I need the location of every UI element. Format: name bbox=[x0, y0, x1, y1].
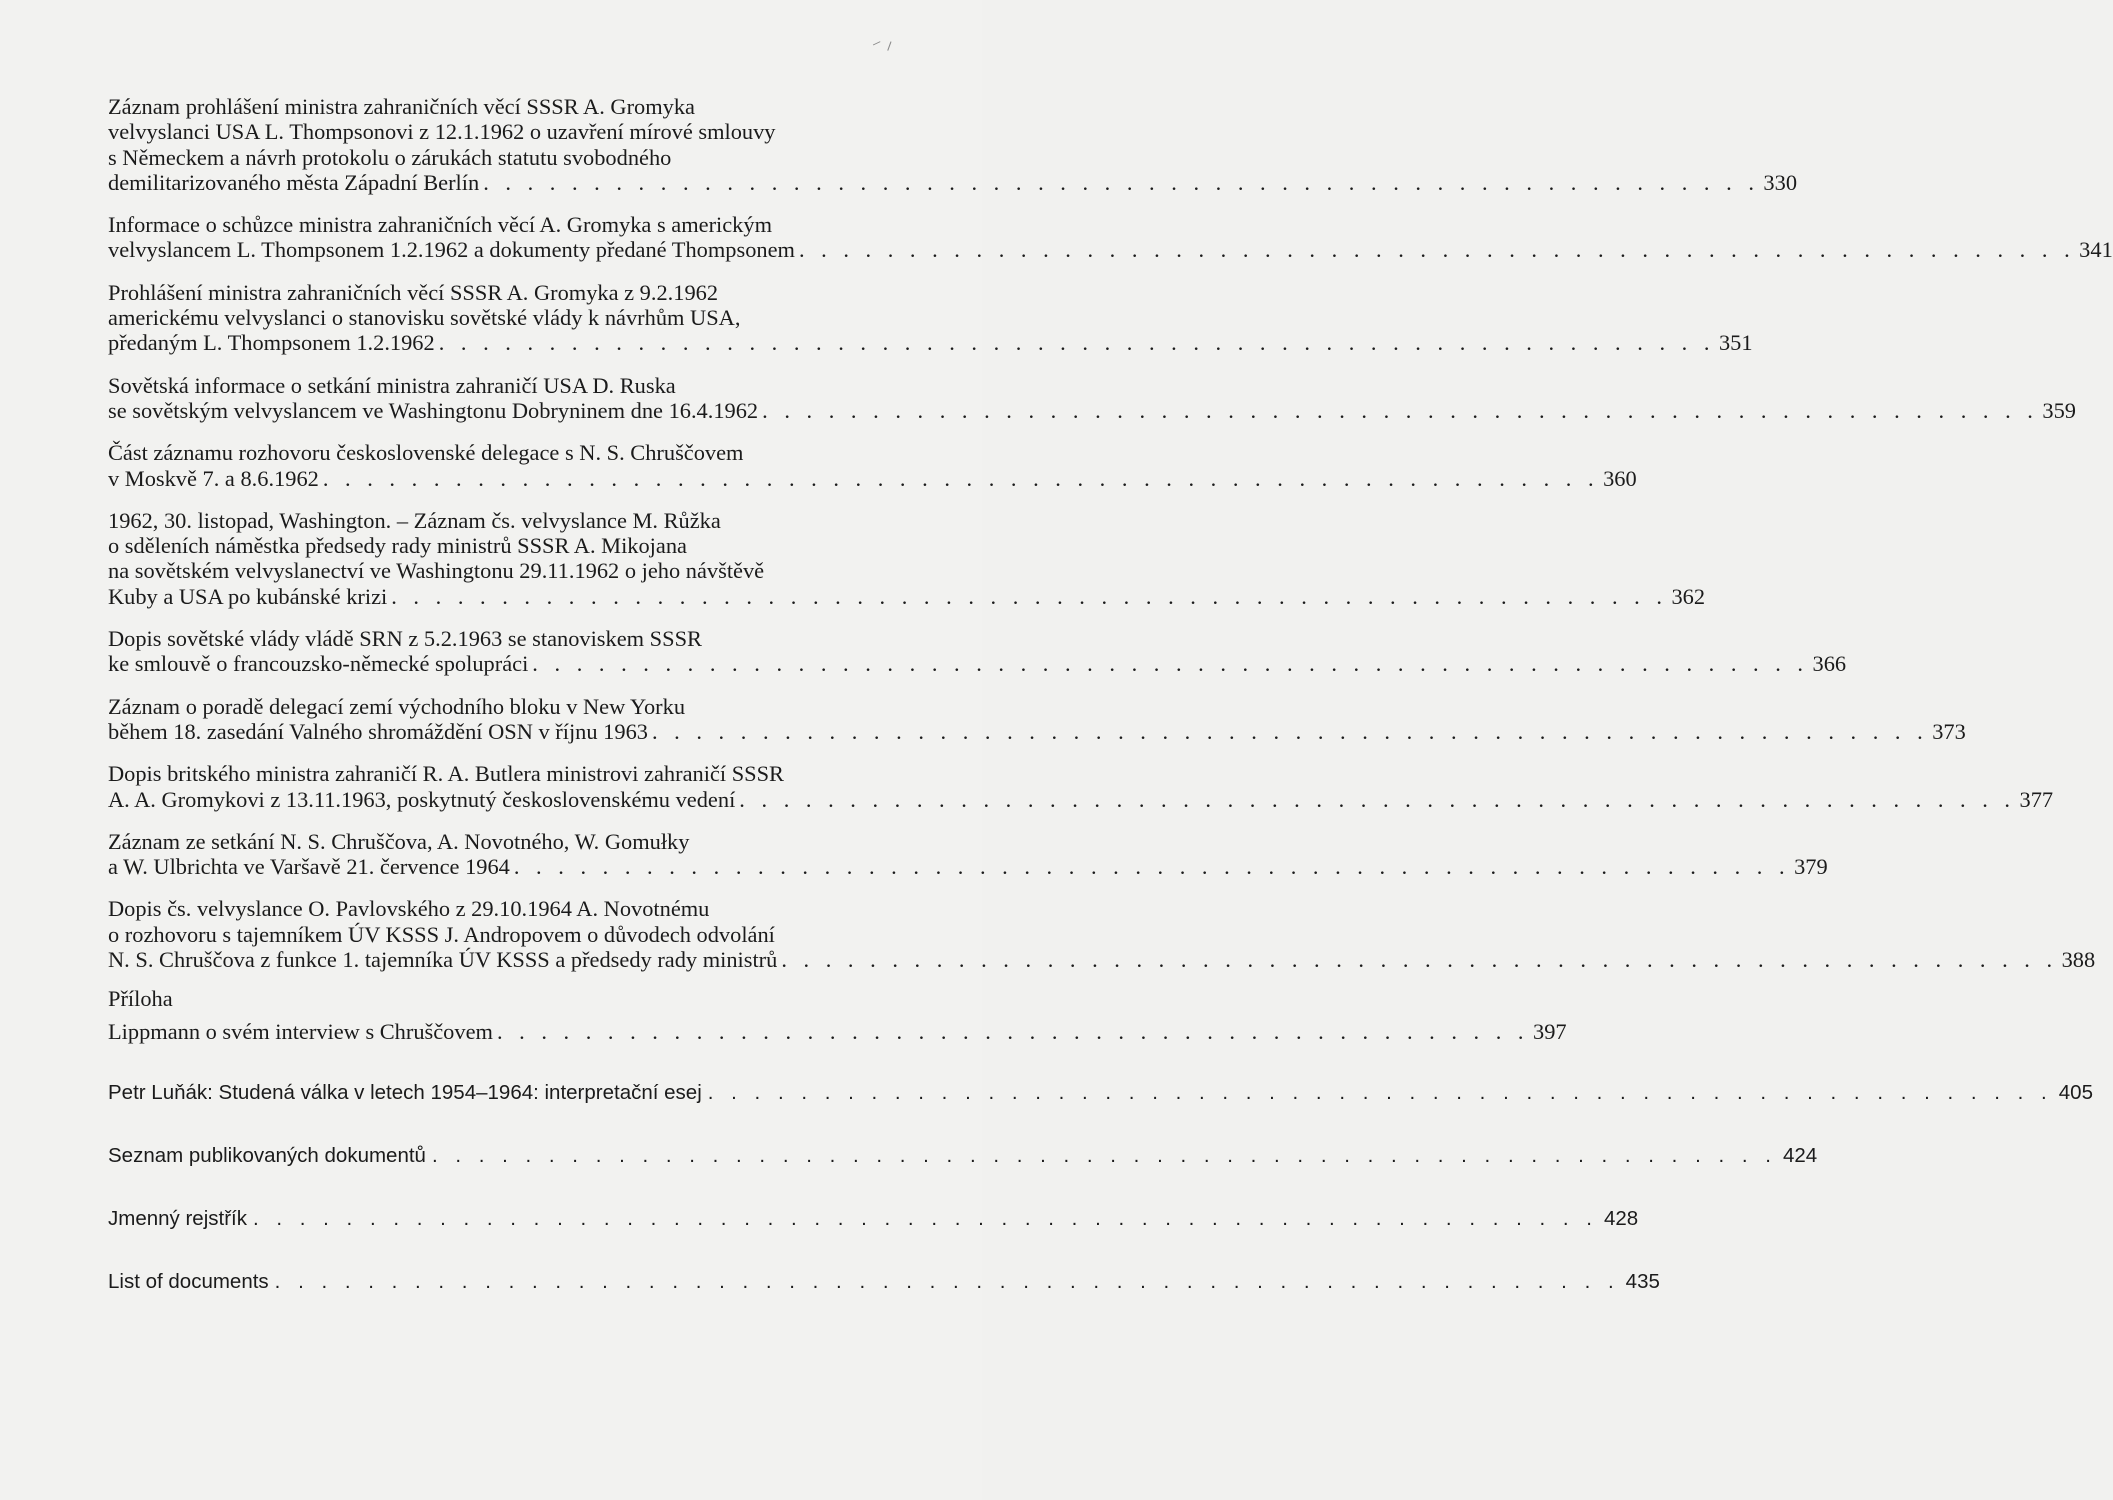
entry-line: o rozhovoru s tajemníkem ÚV KSSS J. Andropovem o důvodech odvolání bbox=[108, 921, 775, 947]
entry-line: Dopis britského ministra zahraničí R. A. Butlera ministrovi zahraničí SSSR bbox=[108, 761, 784, 787]
toc-entry bbox=[108, 626, 1847, 677]
dot-leader: . . . . . . . . . . . . . . . . . . . . . . . . . . . . . . . . . . . . . . . . . . . . . . . . . . . . . . . . . . bbox=[762, 397, 2039, 423]
entry-title: Lippmann o svém interview s Chruščovem bbox=[108, 1019, 493, 1045]
appendix-heading: Příloha bbox=[108, 986, 173, 1012]
entry-line: Kuby a USA po kubánské krizi bbox=[108, 583, 388, 609]
toc-entry bbox=[108, 896, 2096, 973]
dot-leader: . . . . . . . . . . . . . . . . . . . . . . . . . . . . . . . . . . . . . . . . . . . . . . . . . . . . . . . . . . bbox=[274, 1269, 1620, 1293]
toc-sections bbox=[108, 1080, 2093, 1294]
page-number: 377 bbox=[2019, 786, 2054, 812]
toc-entry bbox=[108, 94, 1798, 195]
toc-entry bbox=[108, 372, 2076, 424]
dot-leader: . . . . . . . . . . . . . . . . . . . . . . . . . . . . . . . . . . . . . . . . . . . . . . . . . . . . . . . . . . bbox=[391, 583, 1668, 609]
dot-leader: . . . . . . . . . . . . . . . . . . . . . . . . . . . . . . . . . . . . . . . . . . . . . . . . . . . . . . . . . . bbox=[651, 718, 1929, 744]
toc-entry bbox=[108, 279, 1753, 356]
page-number: 405 bbox=[2058, 1080, 2093, 1104]
entry-line: 1962, 30. listopad, Washington. – Záznam čs. velvyslance M. Růžka bbox=[108, 507, 721, 533]
entry-line: předaným L. Thompsonem 1.2.1962 bbox=[108, 330, 435, 356]
page-number: 359 bbox=[2042, 397, 2076, 423]
entry-line: v Moskvě 7. a 8.6.1962 bbox=[108, 465, 319, 491]
page-number: 330 bbox=[1763, 169, 1798, 195]
dot-leader: . . . . . . . . . . . . . . . . . . . . . . . . . . . . . . . . . . . . . . . . . . . . . . . . . . . . . . . . . . bbox=[431, 1143, 1777, 1167]
entry-line: Sovětská informace o setkání ministra zahraničí USA D. Ruska bbox=[108, 372, 676, 398]
page-number: 373 bbox=[1932, 718, 1966, 744]
dot-leader: . . . . . . . . . . . . . . . . . . . . . . . . . . . . . . . . . . . . . . . . . . . . . . . . . . . . . . . . . . bbox=[438, 330, 1715, 356]
page-number: 341 bbox=[2079, 237, 2113, 263]
dot-leader: . . . . . . . . . . . . . . . . . . . . . . . . . . . . . . . . . . . . . . . . . . . . . . . . . . . . . . . . . . bbox=[483, 169, 1760, 195]
section-title: Seznam publikovaných dokumentů bbox=[108, 1143, 426, 1167]
table-of-contents bbox=[108, 94, 2113, 1333]
section-title: Petr Luňák: Studená válka v letech 1954–1964: interpretační esej bbox=[108, 1080, 702, 1104]
dot-leader: . . . . . . . . . . . . . . . . . . . . . . . . . . . . . . . . . . . . . . . . . . . . . . . bbox=[496, 1019, 1530, 1045]
dot-leader: . . . . . . . . . . . . . . . . . . . . . . . . . . . . . . . . . . . . . . . . . . . . . . . . . . . . . . . . . . bbox=[532, 651, 1809, 677]
entry-line: Záznam prohlášení ministra zahraničních věcí SSSR A. Gromyka bbox=[108, 94, 695, 119]
page-number: 360 bbox=[1603, 465, 1637, 491]
page-number: 397 bbox=[1533, 1019, 1567, 1045]
entry-line: o sděleních náměstka předsedy rady ministrů SSSR A. Mikojana bbox=[108, 533, 687, 559]
toc-entry-appendix bbox=[108, 1019, 1567, 1045]
page-number: 366 bbox=[1812, 651, 1847, 677]
toc-entry bbox=[108, 761, 2054, 812]
page-number: 424 bbox=[1782, 1143, 1818, 1167]
toc-section bbox=[108, 1269, 1660, 1294]
entry-line: ke smlouvě o francouzsko-německé spolupráci bbox=[108, 651, 529, 677]
dot-leader: . . . . . . . . . . . . . . . . . . . . . . . . . . . . . . . . . . . . . . . . . . . . . . . . . . . . . . . . . . bbox=[781, 947, 2058, 973]
toc-entry bbox=[108, 693, 1966, 745]
entry-line: N. S. Chruščova z funkce 1. tajemníka ÚV KSSS a předsedy rady ministrů bbox=[108, 947, 778, 973]
entry-line: Záznam o poradě delegací zemí východního bloku v New Yorku bbox=[108, 693, 686, 719]
entry-line: a W. Ulbrichta ve Varšavě 21. července 1964 bbox=[108, 854, 510, 880]
page-number: 379 bbox=[1794, 854, 1828, 880]
entry-line: americkému velvyslanci o stanovisku sovětské vlády k návrhům USA, bbox=[108, 305, 741, 331]
page-number: 435 bbox=[1625, 1269, 1660, 1293]
toc-entry bbox=[108, 507, 1706, 609]
entry-line: Záznam ze setkání N. S. Chruščova, A. Novotného, W. Gomułky bbox=[108, 828, 690, 854]
toc-section bbox=[108, 1143, 1818, 1168]
page-number: 362 bbox=[1671, 583, 1706, 609]
page-number: 428 bbox=[1603, 1206, 1639, 1230]
dot-leader: . . . . . . . . . . . . . . . . . . . . . . . . . . . . . . . . . . . . . . . . . . . . . . . . . . . . . . . . . . bbox=[252, 1206, 1598, 1230]
dot-leader: . . . . . . . . . . . . . . . . . . . . . . . . . . . . . . . . . . . . . . . . . . . . . . . . . . . . . . . . . . bbox=[798, 237, 2076, 263]
entry-line: Část záznamu rozhovoru československé delegace s N. S. Chruščovem bbox=[108, 440, 744, 466]
entry-line: demilitarizovaného města Západní Berlín bbox=[108, 169, 480, 195]
entry-line: Informace o schůzce ministra zahraničních věcí A. Gromyka s americkým bbox=[108, 212, 772, 238]
toc-entry bbox=[108, 212, 2113, 263]
toc-entry bbox=[108, 440, 1637, 491]
entry-line: Prohlášení ministra zahraničních věcí SSSR A. Gromyka z 9.2.1962 bbox=[108, 279, 719, 305]
page-number: 388 bbox=[2061, 947, 2096, 973]
entry-line: s Německem a návrh protokolu o zárukách statutu svobodného bbox=[108, 144, 672, 170]
entry-line: velvyslanci USA L. Thompsonovi z 12.1.1962 o uzavření mírové smlouvy bbox=[108, 119, 776, 145]
dot-leader: . . . . . . . . . . . . . . . . . . . . . . . . . . . . . . . . . . . . . . . . . . . . . . . . . . . . . . . . . . bbox=[739, 786, 2016, 812]
entry-line: během 18. zasedání Valného shromáždění OSN v říjnu 1963 bbox=[108, 718, 648, 744]
dot-leader: . . . . . . . . . . . . . . . . . . . . . . . . . . . . . . . . . . . . . . . . . . . . . . . . . . . . . . . . . . bbox=[707, 1080, 2053, 1104]
entry-line: se sovětským velvyslancem ve Washingtonu Dobryninem dne 16.4.1962 bbox=[108, 397, 759, 423]
page-number: 351 bbox=[1718, 330, 1753, 356]
dot-leader: . . . . . . . . . . . . . . . . . . . . . . . . . . . . . . . . . . . . . . . . . . . . . . . . . . . . . . . . . . bbox=[513, 854, 1791, 880]
pencil-mark: ⁻⸝ bbox=[868, 30, 897, 60]
toc-entry bbox=[108, 828, 1828, 880]
section-title: Jmenný rejstřík bbox=[108, 1206, 247, 1230]
entry-line: A. A. Gromykovi z 13.11.1963, poskytnutý československému vedení bbox=[108, 786, 736, 812]
toc-section bbox=[108, 1080, 2093, 1105]
entry-line: Dopis čs. velvyslance O. Pavlovského z 29.10.1964 A. Novotnému bbox=[108, 896, 710, 922]
section-title: List of documents bbox=[108, 1269, 269, 1293]
toc-section bbox=[108, 1206, 1639, 1231]
toc-entries bbox=[108, 94, 2113, 973]
dot-leader: . . . . . . . . . . . . . . . . . . . . . . . . . . . . . . . . . . . . . . . . . . . . . . . . . . . . . . . . . . bbox=[322, 465, 1600, 491]
entry-line: velvyslancem L. Thompsonem 1.2.1962 a dokumenty předané Thompsonem bbox=[108, 237, 795, 263]
entry-line: Dopis sovětské vlády vládě SRN z 5.2.1963 se stanoviskem SSSR bbox=[108, 626, 702, 652]
entry-line: na sovětském velvyslanectví ve Washingtonu 29.11.1962 o jeho návštěvě bbox=[108, 558, 765, 584]
